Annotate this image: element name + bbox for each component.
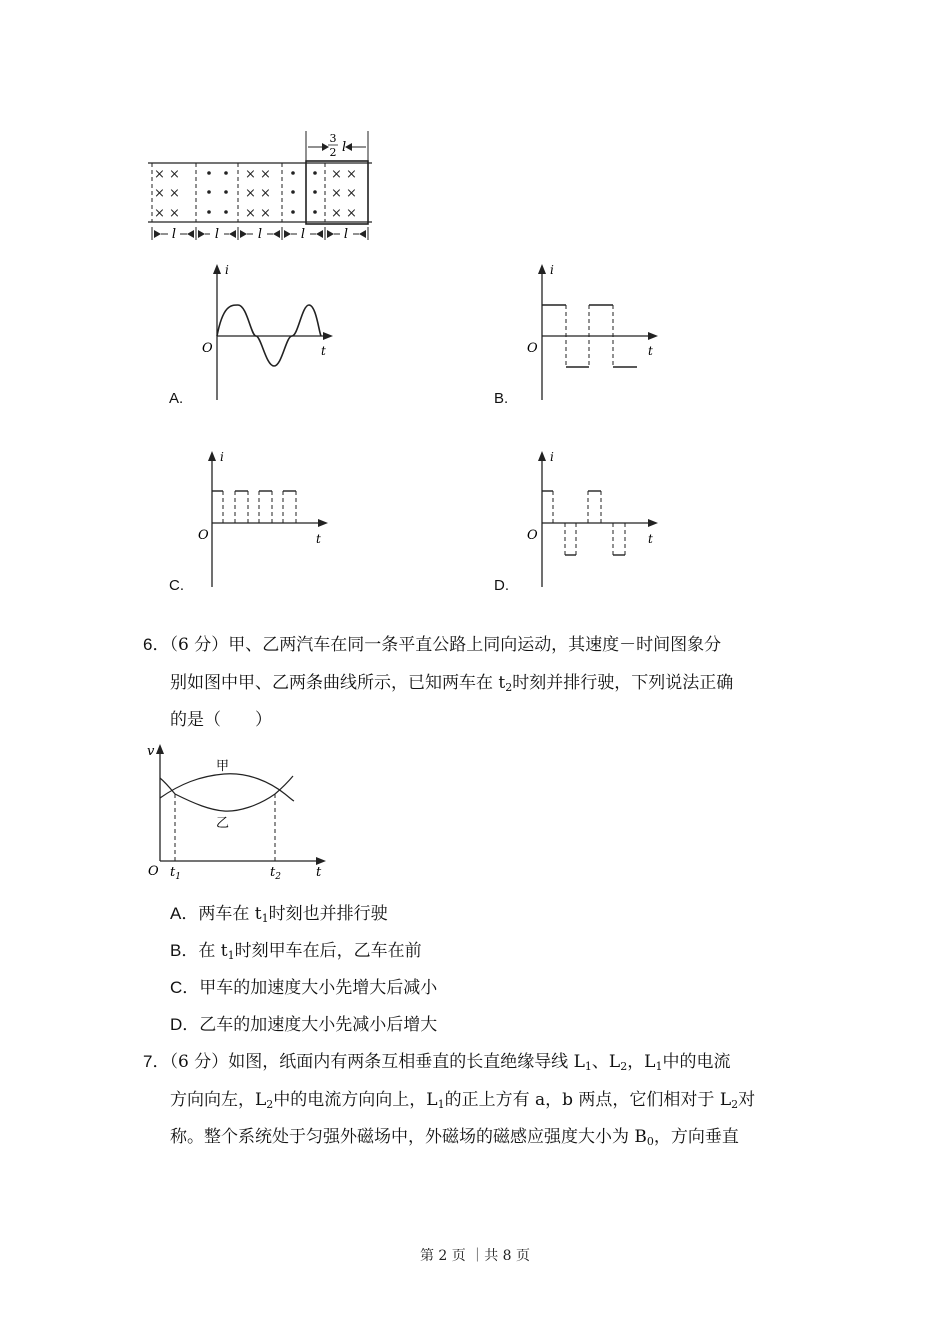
top-dim-denominator: 2	[329, 146, 337, 159]
svg-text:× ×: × ×	[331, 167, 357, 182]
option-d-axis-x: t	[648, 532, 653, 546]
vt-axis-v: v	[147, 744, 155, 759]
q6-option-d: D．乙车的加速度大小先减小后增大	[170, 1015, 438, 1035]
velocity-time-graph	[140, 738, 340, 883]
option-d-graph	[520, 447, 670, 592]
question-7-line-3: 称。整个系统处于匀强外磁场中，外磁场的磁感应强度大小为 $B_0$，方向垂直	[170, 1127, 739, 1148]
option-b-axis-x: t	[648, 344, 653, 358]
option-d-label: D.	[494, 577, 509, 594]
vt-origin: O	[148, 864, 159, 879]
svg-text:× ×: × ×	[331, 186, 357, 201]
bottom-dim-1: l	[171, 227, 177, 242]
option-b-graph	[520, 260, 670, 405]
option-b-axis-y: i	[550, 263, 554, 277]
option-d-axis-y: i	[550, 450, 554, 464]
option-a-axis-x: t	[321, 344, 326, 358]
option-c-axis-y: i	[220, 450, 224, 464]
tick-t2: $t_2$	[270, 865, 281, 882]
option-a-label: A.	[169, 390, 184, 407]
svg-text:× ×: × ×	[154, 167, 180, 182]
question-6-number: 6．	[143, 635, 170, 654]
option-c-label: C.	[169, 577, 184, 594]
curve-label-jia: 甲	[216, 759, 230, 774]
q6-option-a: A．两车在 $t_1$时刻也并排行驶	[170, 904, 388, 925]
bottom-dim-2: l	[214, 227, 220, 242]
top-dim-var: l	[342, 140, 347, 155]
option-c-graph	[190, 447, 340, 592]
question-6-line-1: 6．（6 分）甲、乙两汽车在同一条平直公路上同向运动，其速度－时间图象分	[143, 635, 722, 655]
option-a-origin: O	[202, 341, 213, 356]
vt-axis-t: t	[316, 865, 322, 880]
option-b-label: B.	[494, 390, 509, 407]
page-footer: 第 2 页 ｜共 8 页	[419, 1248, 531, 1264]
svg-text:× ×: × ×	[154, 186, 180, 201]
curve-label-yi: 乙	[216, 816, 230, 831]
q6-option-b: B．在 $t_1$时刻甲车在后，乙车在前	[170, 941, 422, 962]
field-region-figure	[140, 125, 380, 245]
option-c-origin: O	[198, 528, 209, 543]
q6-option-c: C．甲车的加速度大小先增大后减小	[170, 978, 438, 998]
svg-text:× ×: × ×	[245, 206, 271, 221]
bottom-dim-4: l	[300, 227, 306, 242]
option-d-origin: O	[527, 528, 538, 543]
option-c-axis-x: t	[316, 532, 321, 546]
question-7-line-1: 7．（6 分）如图，纸面内有两条互相垂直的长直绝缘导线 $L_1$、$L_2$，$L_1$中的电流	[143, 1052, 731, 1073]
svg-text:× ×: × ×	[154, 206, 180, 221]
option-b-origin: O	[527, 341, 538, 356]
bottom-dim-5: l	[343, 227, 349, 242]
tick-t1: $t_1$	[170, 865, 181, 882]
question-6-line-2: 别如图中甲、乙两条曲线所示，已知两车在 $t_2$时刻并排行驶，下列说法正确	[170, 673, 734, 694]
question-6-line-3: 的是（ ）	[170, 710, 272, 730]
top-dim-numerator: 3	[329, 132, 337, 145]
svg-text:× ×: × ×	[245, 186, 271, 201]
svg-text:× ×: × ×	[331, 206, 357, 221]
svg-text:× ×: × ×	[245, 167, 271, 182]
option-a-axis-y: i	[225, 263, 229, 277]
bottom-dim-3: l	[257, 227, 263, 242]
option-a-graph	[195, 260, 345, 405]
question-7-number: 7．	[143, 1052, 170, 1071]
question-7-line-2: 方向向左，$L_2$中的电流方向向上，$L_1$的正上方有 a，b 两点，它们相对于 $L_2$对	[170, 1090, 756, 1111]
